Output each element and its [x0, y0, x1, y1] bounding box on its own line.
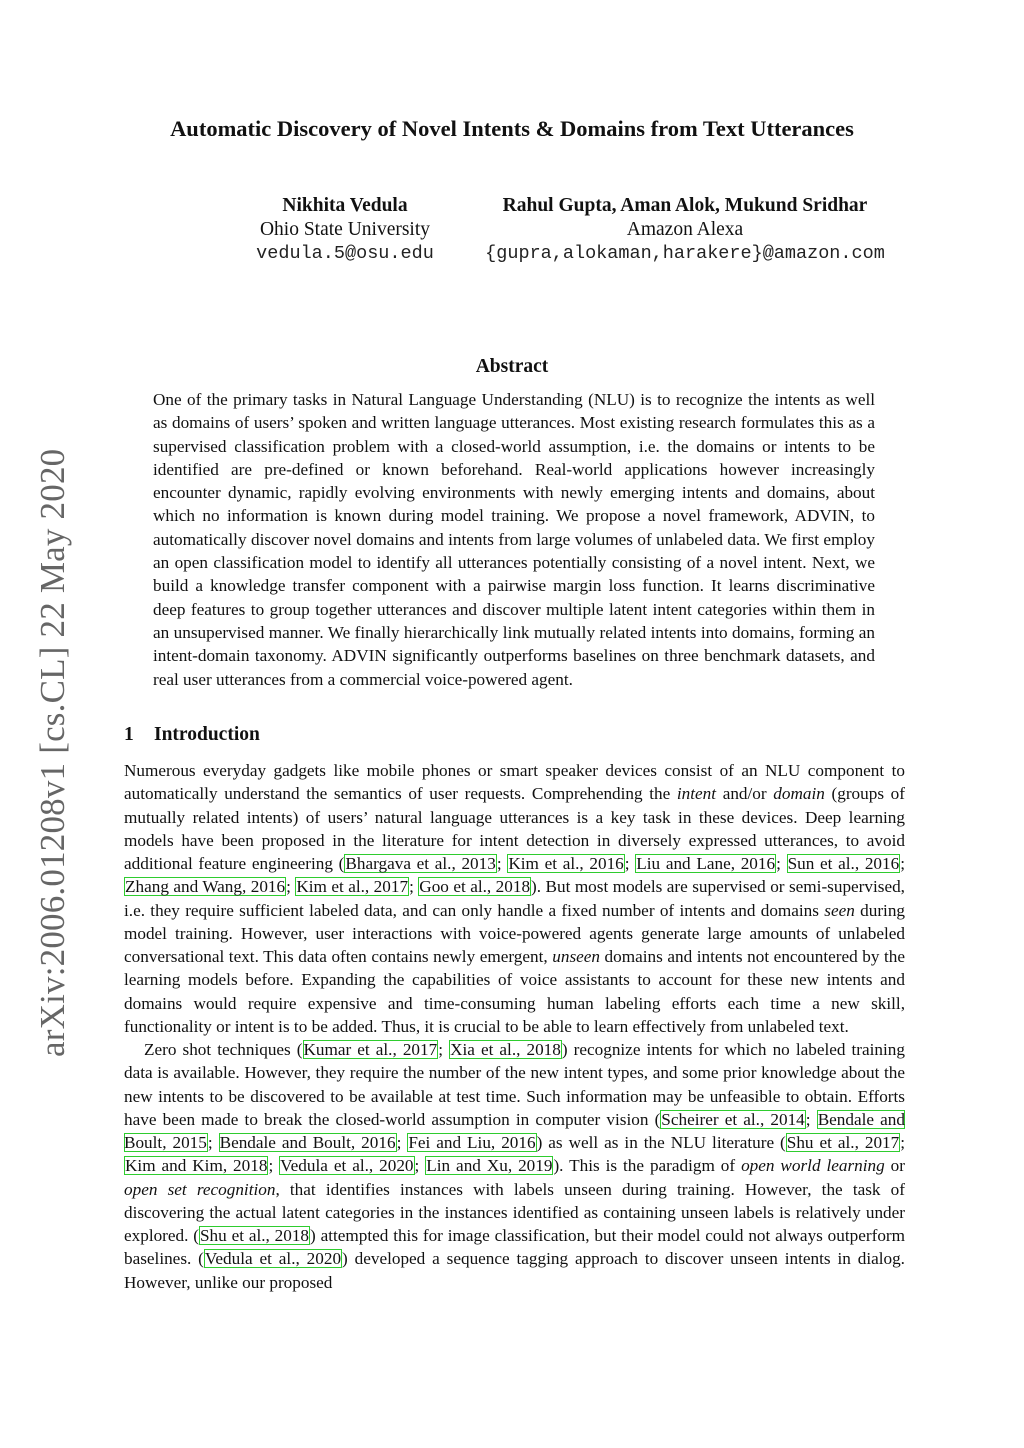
citation-separator: ; — [900, 854, 905, 873]
text-run: Zero shot techniques ( — [144, 1040, 303, 1059]
citation-separator: ; — [624, 854, 636, 873]
citation-separator: ; — [268, 1156, 280, 1176]
introduction-body — [124, 759, 905, 1294]
author-block-1 — [235, 194, 455, 266]
intro-paragraph-2 — [124, 1038, 905, 1294]
citation-link[interactable]: Bendale and Boult, 2016 — [219, 1133, 396, 1152]
citation-separator: ; — [496, 854, 508, 873]
citation-link[interactable]: Sun et al., 2016 — [787, 854, 900, 873]
arxiv-sidebar: arXiv:2006.01208v1 [cs.CL] 22 May 2020 — [33, 448, 72, 1057]
text-run: or — [884, 1156, 905, 1176]
text-run: Numerous everyday gadgets like mobile phones or smart speaker devices consist of an NLU component to automatically understand the semantics of user requests. Comprehending the — [124, 761, 905, 804]
citation-separator: ; — [805, 1109, 817, 1129]
citation-separator: ; — [438, 1040, 450, 1059]
text-run: ) developed a sequence tagging approach to discover unseen intents in dialog. However, unlike our proposed — [124, 1249, 905, 1292]
paper-title: Automatic Discovery of Novel Intents & Domains from Text Utterances — [170, 116, 854, 141]
citation-link[interactable]: Vedula et al., 2020 — [280, 1156, 414, 1176]
section-number: 1 — [124, 724, 134, 745]
citation-link[interactable]: Lin and Xu, 2019 — [426, 1156, 553, 1176]
abstract-text: One of the primary tasks in Natural Language Understanding (NLU) is to recognize the intents as well as domains of users’ spoken and written language utterances. Most existing research formulates this as a supervised classification problem with a closed-world assumption, i.e. the domains or intents to be identified are pre-defined or known beforehand. Real-world applications however increasingly encounter dynamic, rapidly evolving environments with newly emerging intents and domains, about which no information is known during model training. We propose a novel framework, ADVIN, to automatically discover novel domains and intents from large volumes of unlabeled data. We first employ an open classification model to identify all utterances potentially consisting of a novel intent. Next, we build a knowledge transfer component with a pairwise margin loss function. It learns discriminative deep features to group together utterances and discover multiple latent intent categories within them in an unsupervised manner. We finally hierarchically link mutually related intents into domains, forming an intent-domain taxonomy. ADVIN significantly outperforms baselines on three benchmark datasets, and real user utterances from a commercial voice-powered agent. — [153, 390, 875, 689]
text-run: and/or — [716, 784, 774, 804]
citation-link[interactable]: Zhang and Wang, 2016 — [125, 877, 286, 897]
emphasis: open set recognition — [124, 1179, 276, 1199]
text-run: ) recognize intents for which no labeled training data is available. However, they require the number of the new intent types, and some prior knowledge about the new intents to be discovered to be available at test time. Such information may be unfeasible to obtain. Efforts have been made to break the closed-world assumption in computer vision ( — [124, 1040, 905, 1129]
citation-separator: ; — [414, 1156, 426, 1176]
emphasis: seen — [824, 900, 855, 920]
section-title: Introduction — [154, 724, 260, 745]
citation-link[interactable]: Fei and Liu, 2016 — [408, 1133, 536, 1152]
citation-link[interactable]: Shu et al., 2018 — [200, 1226, 310, 1245]
author-name: Nikhita Vedula — [282, 195, 408, 216]
text-run: (groups of mutually related intents) of users’ natural language utterances is a key task in these devices. Deep learning models have been proposed in the literature for intent detection in diversely expressed utterances, to avoid additional feature engineering ( — [124, 784, 905, 873]
citation-separator: ; — [900, 1133, 906, 1152]
citation-separator: ; — [286, 877, 296, 897]
citation-link[interactable]: Bendale and Boult, 2015 — [124, 1109, 905, 1152]
citation-link[interactable]: Xia et al., 2018 — [450, 1040, 561, 1059]
citation-link[interactable]: Vedula et al., 2020 — [204, 1249, 342, 1269]
citation-link[interactable]: Kim et al., 2016 — [508, 854, 624, 873]
citation-link[interactable]: Kumar et al., 2017 — [303, 1040, 438, 1059]
citation-link[interactable]: Liu and Lane, 2016 — [636, 854, 776, 873]
citation-link[interactable]: Bhargava et al., 2013 — [345, 854, 496, 873]
emphasis: intent — [676, 784, 717, 804]
citation-link[interactable]: Kim et al., 2017 — [296, 877, 409, 897]
intro-paragraph-1 — [124, 759, 905, 1038]
citation-link[interactable]: Shu et al., 2017 — [786, 1133, 900, 1152]
emphasis: open world learning — [741, 1156, 885, 1176]
text-run: during model training. However, user interactions with voice-powered agents generate large amounts of unlabeled conversational text. This data often contains newly emergent, — [124, 900, 906, 966]
author-email[interactable]: vedula.5@osu.edu — [256, 243, 434, 264]
citation-link[interactable]: Scheirer et al., 2014 — [661, 1109, 805, 1129]
author-affiliation: Amazon Alexa — [626, 219, 744, 240]
text-run: ). But most models are supervised or semi-supervised, i.e. they require sufficient labeled data, and can only handle a fixed number of intents and domains — [124, 877, 905, 920]
author-block-2 — [460, 194, 910, 266]
citation-separator: ; — [409, 877, 419, 897]
citation-link[interactable]: Kim and Kim, 2018 — [125, 1156, 268, 1176]
author-email[interactable]: {gupra,alokaman,harakere}@amazon.com — [485, 243, 885, 264]
text-run: , that identifies instances with labels unseen during training. However, the task of discovering the actual latent categories in the instances identified as containing unseen labels is relatively under explored. ( — [124, 1179, 906, 1245]
emphasis: domain — [773, 784, 825, 804]
citation-separator: ; — [776, 854, 787, 873]
text-run: ). This is the paradigm of — [553, 1156, 742, 1176]
section-heading — [124, 724, 260, 746]
author-affiliation: Ohio State University — [259, 219, 431, 240]
author-name: Rahul Gupta, Aman Alok, Mukund Sridhar — [502, 195, 868, 216]
text-run: ) attempted this for image classification, but their model could not always outperform baselines. ( — [124, 1226, 906, 1269]
emphasis: unseen — [552, 947, 600, 966]
citation-separator: ; — [396, 1133, 408, 1152]
abstract-heading: Abstract — [475, 356, 549, 377]
citation-separator: ; — [207, 1133, 219, 1152]
text-run: ) as well as in the NLU literature ( — [536, 1133, 786, 1152]
text-run: domains and intents not encountered by the learning models before. Expanding the capabilities of voice assistants to account for these new intents and domains would require expensive and time-consuming human labeling efforts each time a new skill, functionality or intent is to be added. Thus, it is crucial to be able to learn effectively from unlabeled text. — [124, 947, 905, 1036]
citation-link[interactable]: Goo et al., 2018 — [419, 877, 531, 897]
